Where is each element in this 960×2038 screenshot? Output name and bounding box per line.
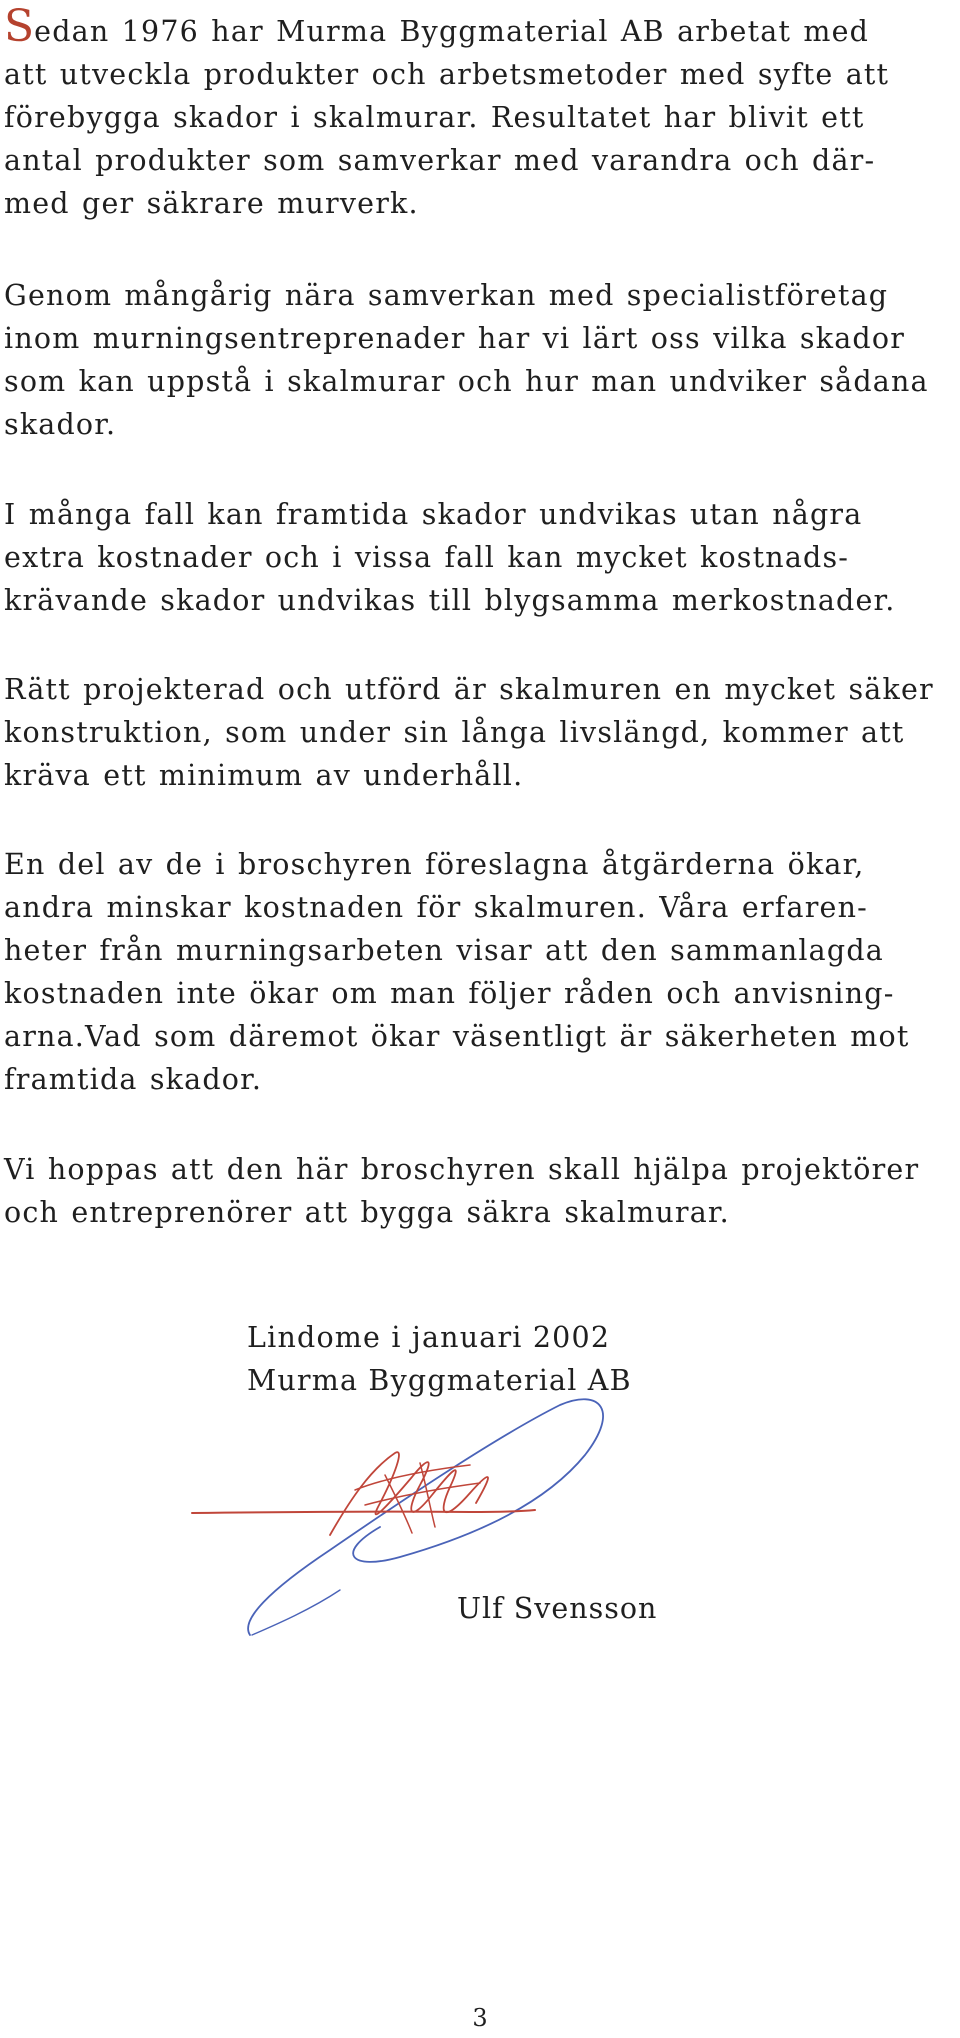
text-line: konstruktion, som under sin långa livslängd, kommer att: [4, 716, 905, 749]
company-name: Murma Byggmaterial AB: [247, 1364, 632, 1397]
text-line: kostnaden inte ökar om man följer råden och anvisning-: [4, 977, 895, 1010]
text-line: framtida skador.: [4, 1063, 263, 1096]
text-line: [4, 1, 956, 53]
paragraph-costs: [4, 493, 956, 622]
text-line: skador.: [4, 408, 117, 441]
text-line: Rätt projekterad och utförd är skalmuren en mycket säker: [4, 673, 934, 706]
text-line: Vi hoppas att den här broschyren skall hjälpa projektörer: [4, 1153, 920, 1186]
text-line: och entreprenörer att bygga säkra skalmurar.: [4, 1196, 730, 1229]
paragraph-closing: [4, 1148, 956, 1234]
text-line: med ger säkrare murverk.: [4, 187, 419, 220]
text-line: Genom mångårig nära samverkan med specialistföretag: [4, 279, 889, 312]
page-number: 3: [472, 2004, 488, 2032]
paragraph-experience: [4, 274, 956, 446]
paragraph-measures: [4, 843, 956, 1101]
paragraph-intro: [4, 1, 956, 225]
text-line-rest: edan 1976 har Murma Byggmaterial AB arbetat med: [34, 15, 870, 48]
text-line: som kan uppstå i skalmurar och hur man undviker sådana: [4, 365, 929, 398]
text-line: inom murningsentreprenader har vi lärt oss vilka skador: [4, 322, 906, 355]
paragraph-construction: [4, 668, 956, 797]
text-line: förebygga skador i skalmurar. Resultatet har blivit ett: [4, 101, 865, 134]
text-line: arna.Vad som däremot ökar väsentligt är säkerheten mot: [4, 1020, 910, 1053]
text-line: I många fall kan framtida skador undvikas utan några: [4, 498, 863, 531]
place-date: Lindome i januari 2002: [247, 1321, 611, 1354]
text-line: krävande skador undvikas till blygsamma merkostnader.: [4, 584, 896, 617]
text-line: att utveckla produkter och arbetsmetoder med syfte att: [4, 58, 890, 91]
signer-name: Ulf Svensson: [457, 1592, 658, 1625]
text-line: En del av de i broschyren föreslagna åtgärderna ökar,: [4, 848, 865, 881]
drop-cap: S: [4, 1, 35, 52]
text-line: antal produkter som samverkar med varandra och där-: [4, 144, 876, 177]
text-line: kräva ett minimum av underhåll.: [4, 759, 524, 792]
text-line: extra kostnader och i vissa fall kan mycket kostnads-: [4, 541, 850, 574]
text-line: heter från murningsarbeten visar att den sammanlagda: [4, 934, 884, 967]
text-line: andra minskar kostnaden för skalmuren. Våra erfaren-: [4, 891, 868, 924]
